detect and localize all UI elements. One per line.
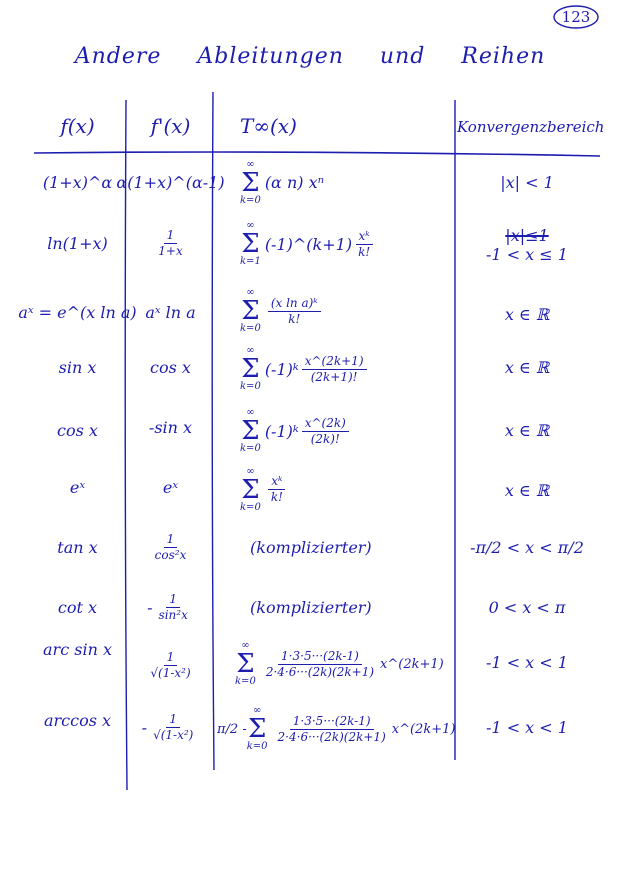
row-3-fprime: cos x: [150, 358, 191, 377]
row-7-f: cot x: [57, 598, 98, 617]
sum-symbol: ∞ Σ k=0: [240, 158, 261, 206]
row-4-convergence: x ∈ ℝ: [504, 421, 550, 440]
row-0-f: (1+x)^α: [42, 173, 113, 192]
row-9-convergence: -1 < x < 1: [486, 718, 568, 737]
row-2-series: ∞ Σ k=0 $\frac{\text{(x ln a)ᵏ}}{k!}$: [215, 282, 480, 340]
row-8-f: arc sin x: [43, 640, 112, 659]
row-3-series: ∞ Σ k=0 (-1)ᵏ $\frac{x\^{}(2k+1)}{(2k+1)!}$: [215, 340, 480, 398]
row-2-f: aˣ = e^(x ln a): [18, 303, 137, 322]
row-5-series: ∞ Σ k=0 $\frac{\text{xᵏ}}{k!}$: [215, 462, 480, 517]
row-6-f: tan x: [57, 538, 98, 557]
row-1-fprime: $\frac{1}{1+x}$: [158, 227, 183, 258]
row-6-series: (komplizierter): [250, 538, 372, 557]
row-3-f: sin x: [58, 358, 97, 377]
struck-out-text: |x|≤1: [505, 226, 549, 245]
row-0-convergence: |x| < 1: [500, 173, 554, 192]
row-8-series: ∞ Σ k=0 $\frac{1\cdot 3\cdot 5\cdot\cdot\cdot(2k-1)}{2\cdot 4\cdot 6\cdot\cdot\cdot(2k)(2k+1)}$ x^(2k+1): [235, 640, 444, 687]
page-title: Andere Ableitungen und Reihen: [74, 44, 546, 69]
row-2-fprime: aˣ ln a: [145, 303, 196, 322]
header-fprime: f'(x): [150, 114, 191, 138]
row-6-convergence: -π/2 < x < π/2: [470, 538, 584, 557]
row-5-f: eˣ: [69, 478, 86, 497]
row-9-series: π/2 - ∞ Σ k=0 $\frac{1\cdot 3\cdot 5\cdot\cdot\cdot(2k-1)}{2\cdot 4\cdot 6\cdot\cdot\cdot(2k)(2k+1)}$ x^(2k+1): [217, 705, 456, 752]
row-0-fprime: α(1+x)^(α-1): [116, 173, 225, 192]
row-4-f: cos x: [57, 421, 98, 440]
row-5-convergence: x ∈ ℝ: [504, 481, 550, 500]
row-8-convergence: -1 < x < 1: [486, 653, 568, 672]
header-f: f(x): [60, 114, 95, 138]
row-4-series: ∞ Σ k=0 (-1)ᵏ $\frac{x\^{}(2k)}{(2k)!}$: [215, 402, 480, 460]
row-7-series: (komplizierter): [250, 598, 372, 617]
row-8-fprime: $\frac{1}{\text{√(1-x²)}}$: [150, 649, 191, 680]
page-number-text: 123: [561, 8, 591, 26]
row-1-convergence: |x|≤1 -1 < x ≤ 1: [486, 226, 568, 264]
row-9-f: arccos x: [43, 710, 112, 730]
row-7-convergence: 0 < x < π: [488, 598, 566, 617]
row-2-convergence: x ∈ ℝ: [504, 305, 550, 324]
row-1-series: ∞ Σ k=1 (-1)^(k+1) $\frac{\text{xᵏ}}{k!}$: [215, 215, 480, 273]
header-convergence: Konvergenzbereich: [457, 118, 605, 136]
row-9-fprime: - $\frac{1}{\text{√(1-x²)}}$: [141, 712, 194, 742]
row-4-fprime: -sin x: [148, 418, 193, 437]
row-0-series: ∞ Σ k=0 (α n) xⁿ: [240, 158, 325, 206]
row-5-fprime: eˣ: [162, 478, 179, 497]
row-7-fprime: - $\frac{1}{\text{sin²x}}$: [147, 591, 188, 622]
row-3-convergence: x ∈ ℝ: [504, 358, 550, 377]
row-1-f: ln(1+x): [47, 233, 108, 253]
row-6-fprime: $\frac{1}{\text{cos²x}}$: [154, 531, 187, 562]
header-series: T∞(x): [240, 114, 297, 138]
